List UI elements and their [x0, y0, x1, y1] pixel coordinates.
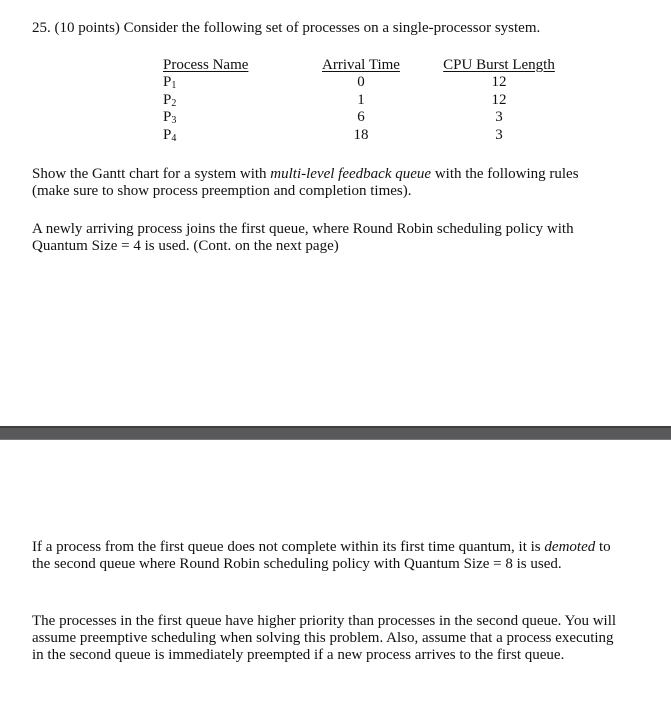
demotion-text-start: If a process from the first queue does not complete within its first time quantum, it is: [32, 539, 545, 555]
gantt-text-start: Show the Gantt chart for a system with: [32, 166, 271, 182]
process-name-subscript: 2: [171, 97, 177, 109]
gantt-text-end: with the following rules (make sure to show process preemption and completion times).: [32, 166, 579, 199]
arrival-time-cell: 1: [357, 91, 365, 108]
gantt-text-emphasis: multi-level feedback queue: [270, 166, 432, 182]
first-queue-rule: A newly arriving process joins the first queue, where Round Robin scheduling policy with Quantum Size = 4 is used. (Cont. on the next page): [32, 221, 574, 254]
arrival-time-cell: 6: [357, 109, 365, 125]
demotion-text-emphasis: demoted: [544, 539, 596, 555]
process-name-base: P: [163, 74, 172, 90]
question-heading: 25. (10 points) Consider the following set of processes on a single-processor system.: [32, 20, 541, 36]
cpu-burst-cell: 3: [495, 109, 503, 125]
arrival-time-cell: 18: [353, 126, 369, 143]
cpu-burst-cell: 3: [495, 126, 503, 143]
process-name-column: [163, 57, 248, 144]
process-name-header: Process Name: [163, 57, 249, 73]
process-name-subscript: 3: [171, 115, 177, 126]
cpu-burst-column: [437, 57, 561, 144]
process-name-base: P: [163, 91, 172, 108]
process-name-subscript: 4: [171, 132, 177, 144]
cpu-burst-cell: 12: [491, 74, 507, 90]
priority-rule: The processes in the first queue have higher priority than processes in the second queue. You will assume preemptive scheduling when solving this problem. Also, assume that a process executing in the second queue is immediately preempted if a new process arrives to the first queue.: [32, 613, 617, 663]
arrival-time-header: Arrival Time: [322, 57, 400, 73]
process-name-base: P: [163, 109, 172, 125]
cpu-burst-cell: 12: [491, 91, 507, 108]
page-bottom: [0, 440, 671, 720]
process-name-base: P: [163, 126, 172, 143]
process-table: [0, 57, 671, 147]
process-name-cell: [163, 127, 248, 145]
process-name-cell: [163, 92, 248, 110]
cpu-burst-header: CPU Burst Length: [443, 57, 555, 73]
demotion-text-end: to the second queue where Round Robin scheduling policy with Quantum Size = 8 is used.: [32, 539, 611, 572]
page-separator: [0, 426, 671, 440]
gantt-instructions: [32, 166, 612, 200]
process-name-cell: [163, 74, 248, 92]
demotion-rule: [32, 539, 622, 573]
process-name-cell: [163, 109, 248, 127]
process-name-subscript: 1: [171, 80, 177, 91]
arrival-time-cell: 0: [357, 74, 365, 90]
arrival-time-column: [317, 57, 405, 144]
